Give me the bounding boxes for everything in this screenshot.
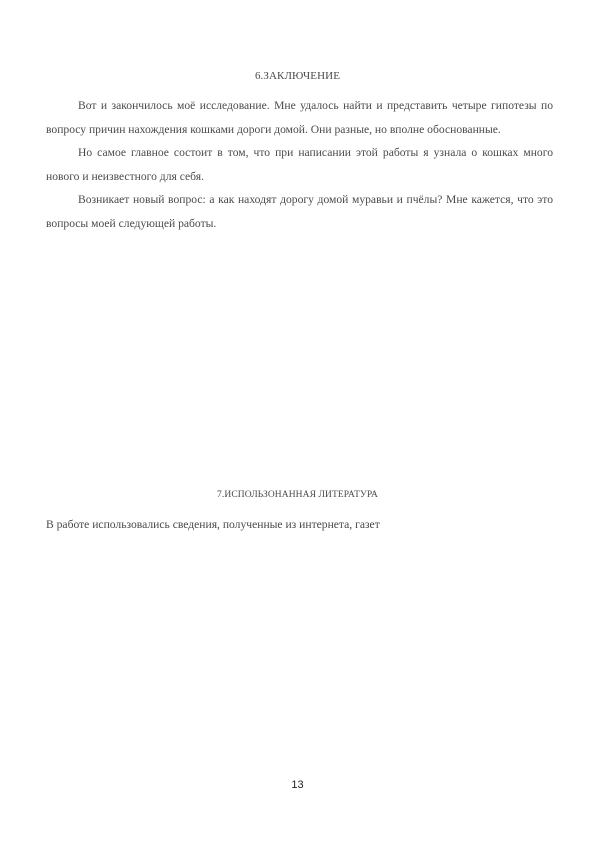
literature-heading: 7.ИСПОЛЬЗОНАННАЯ ЛИТЕРАТУРА — [217, 490, 378, 500]
conclusion-paragraph-3: Возникает новый вопрос: а как находят дорогу домой муравьи и пчёлы? Мне кажется, что это вопросы моей следующей работы. — [46, 193, 553, 230]
conclusion-paragraph-1: Вот и закончилось моё исследование. Мне удалось найти и представить четыре гипотезы по вопросу причин нахождения кошками дороги домой. Они разные, но вполне обоснованные. — [46, 99, 553, 136]
conclusion-paragraph-2: Но самое главное состоит в том, что при написании этой работы я узнала о кошках много нового и неизвестного для себя. — [46, 146, 553, 183]
conclusion-heading: 6.ЗАКЛЮЧЕНИЕ — [254, 70, 341, 82]
literature-text: В работе использовались сведения, полученные из интернета, газет — [46, 518, 380, 531]
page-number: 13 — [291, 779, 304, 791]
conclusion-body — [46, 94, 553, 235]
